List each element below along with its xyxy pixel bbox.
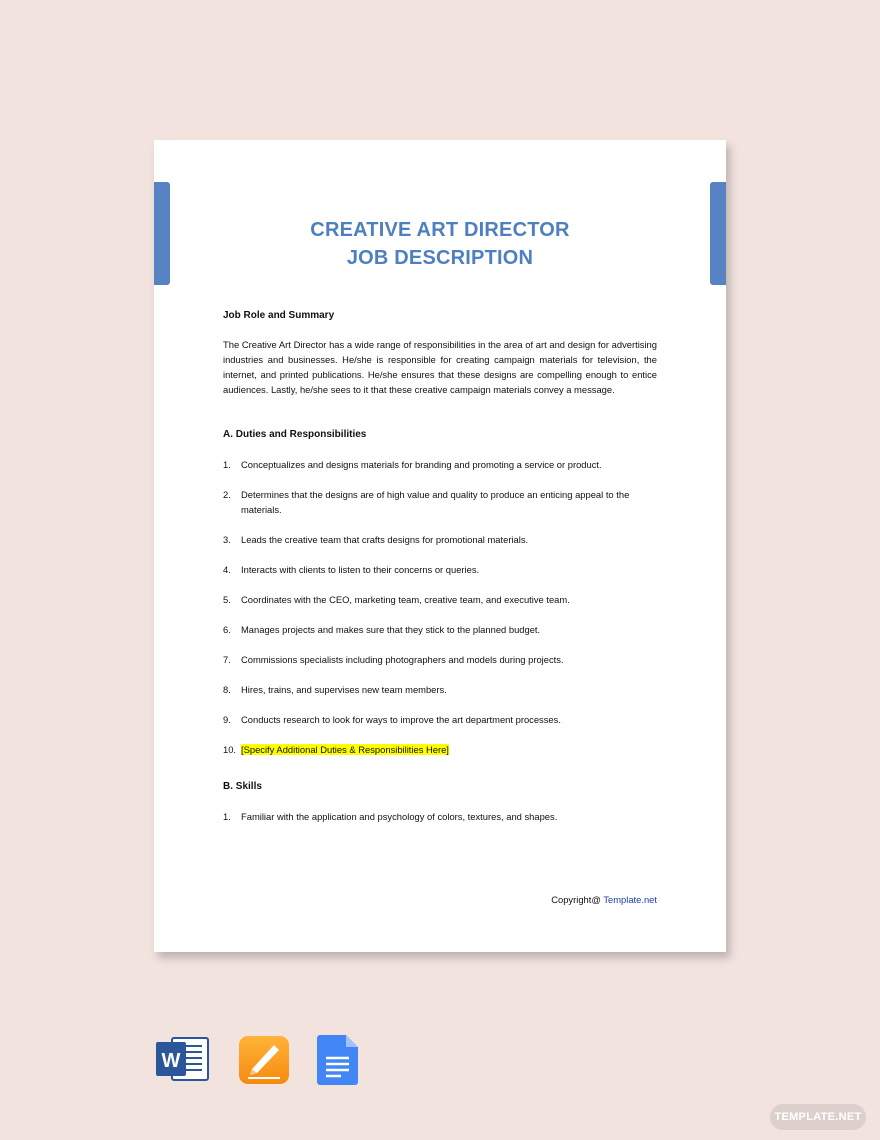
list-text: Conceptualizes and designs materials for branding and promoting a service or product.	[241, 459, 602, 470]
list-item	[223, 457, 657, 472]
list-item	[223, 682, 657, 697]
duties-heading: A. Duties and Responsibilities	[223, 429, 367, 440]
template-net-watermark: TEMPLATE.NET	[770, 1104, 866, 1130]
list-item	[223, 652, 657, 667]
list-item	[223, 562, 657, 577]
list-text: Hires, trains, and supervises new team members.	[241, 684, 447, 695]
document-content	[223, 308, 657, 839]
list-number: 2.	[223, 489, 231, 500]
summary-heading: Job Role and Summary	[223, 310, 335, 321]
summary-text: The Creative Art Director has a wide range of responsibilities in the area of art and design for advertising industries and businesses. He/she is responsible for creating campaign materials for television, the internet, and printed publications. He/she ensures that these designs are compelling enough to entice audiences. Lastly, he/she sees to it that these creative campaign materials convey a message.	[223, 339, 657, 395]
list-number: 1.	[223, 459, 231, 470]
list-text: Conducts research to look for ways to improve the art department processes.	[241, 714, 561, 725]
list-text: Manages projects and makes sure that they stick to the planned budget.	[241, 624, 541, 635]
word-icon[interactable]	[156, 1034, 210, 1089]
list-number: 1.	[223, 811, 231, 822]
list-item	[223, 742, 657, 757]
pages-icon[interactable]	[238, 1035, 290, 1090]
list-number: 4.	[223, 564, 231, 575]
list-number: 8.	[223, 684, 231, 695]
list-text: Leads the creative team that crafts designs for promotional materials.	[241, 534, 529, 545]
copyright-link[interactable]: Template.net	[603, 894, 657, 905]
document-page	[154, 140, 726, 952]
list-number: 7.	[223, 654, 231, 665]
list-number: 6.	[223, 624, 231, 635]
title-line-2: JOB DESCRIPTION	[346, 247, 534, 269]
list-item	[223, 532, 657, 547]
document-title	[154, 216, 726, 272]
list-number: 10.	[223, 744, 237, 755]
list-number: 3.	[223, 534, 231, 545]
list-text: Interacts with clients to listen to their concerns or queries.	[241, 564, 480, 575]
list-text: Determines that the designs are of high value and quality to produce an enticing appeal to the materials.	[241, 489, 630, 515]
copyright-prefix: Copyright@	[551, 894, 604, 905]
list-text: Familiar with the application and psychology of colors, textures, and shapes.	[241, 811, 558, 822]
list-number: 5.	[223, 594, 231, 605]
list-item	[223, 592, 657, 607]
list-item	[223, 622, 657, 637]
list-item	[223, 809, 657, 824]
list-number: 9.	[223, 714, 231, 725]
google-docs-icon[interactable]	[317, 1034, 359, 1091]
list-item	[223, 712, 657, 727]
skills-heading: B. Skills	[223, 781, 262, 792]
svg-text:W: W	[161, 1050, 181, 1072]
title-line-1: CREATIVE ART DIRECTOR	[310, 219, 570, 241]
skills-list	[223, 809, 657, 824]
copyright	[551, 894, 657, 905]
duties-list	[223, 457, 657, 757]
placeholder-highlight: [Specify Additional Duties & Responsibilities Here]	[241, 744, 449, 755]
list-item	[223, 487, 657, 517]
list-text: Commissions specialists including photographers and models during projects.	[241, 654, 564, 665]
list-text: Coordinates with the CEO, marketing team, creative team, and executive team.	[241, 594, 570, 605]
